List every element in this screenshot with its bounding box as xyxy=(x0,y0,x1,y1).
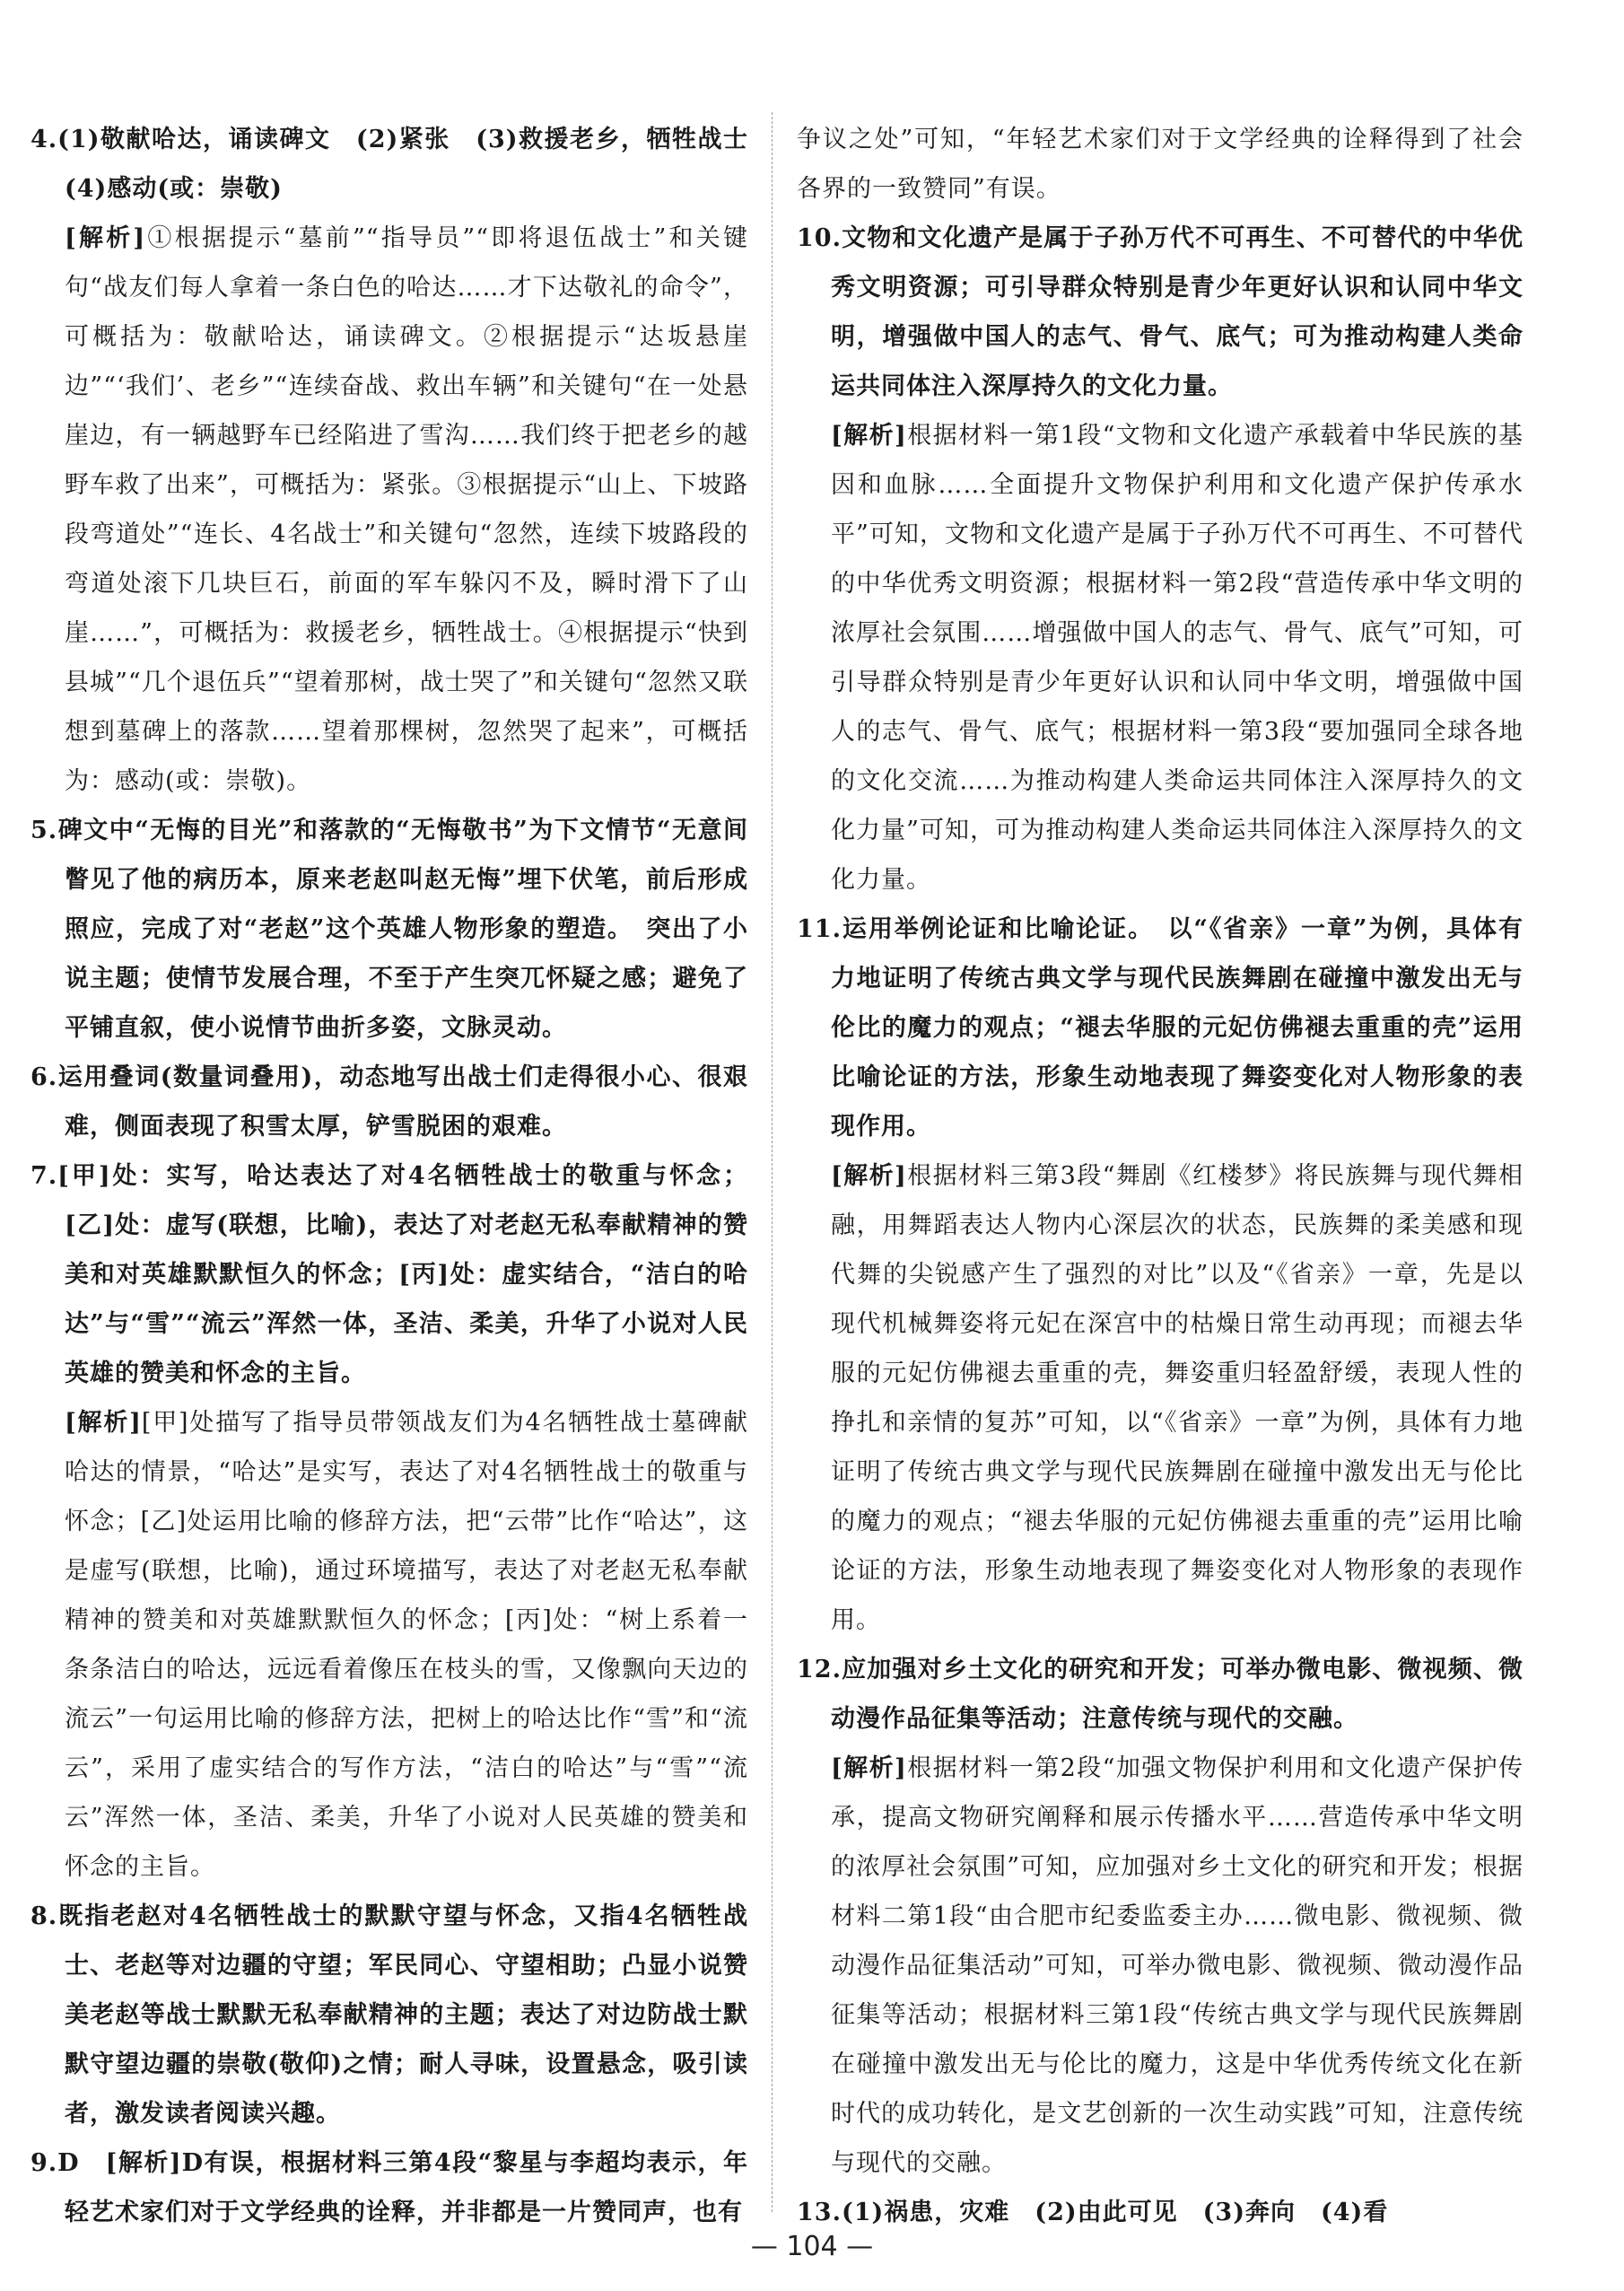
analysis-paragraph xyxy=(797,411,1524,905)
block-text: 根据材料一第2段“加强文物保护利用和文化遗产保护传承，提高文物研究阐释和展示传播水平……营造传承中华文明的浓厚社会氛围”可知，应加强对乡土文化的研究和开发；根据材料二第1段“由合肥市纪委监委主办……微电影、微视频、微动漫作品征集活动”可知，可举办微电影、微视频、微动漫作品征集等活动；根据材料三第1段“传统古典文学与现代民族舞剧在碰撞中激发出无与伦比的魔力，这是中华优秀传统文化在新时代的成功转化，是文艺创新的一次生动实践”可知，注意传统与现代的交融。 xyxy=(831,1754,1524,2177)
analysis-paragraph xyxy=(797,1744,1524,2188)
analysis-paragraph xyxy=(797,1151,1524,1645)
block-text: 11.运用举例论证和比喻论证。 以“《省亲》一章”为例，具体有力地证明了传统古典文学与现代民族舞剧在碰撞中激发出无与伦比的魔力的观点；“褪去华服的元妃仿佛褪去重重的壳”运用比喻论证的方法，形象生动地表现了舞姿变化对人物形象的表现作用。 xyxy=(797,915,1524,1141)
block-text: 4.(1)敬献哈达，诵读碑文 (2)紧张 (3)救援老乡，牺牲战士 (4)感动(或：崇敬) xyxy=(31,126,773,203)
column-divider xyxy=(772,112,773,2212)
analysis-tag: [解析] xyxy=(65,224,146,252)
analysis-tag: [解析] xyxy=(65,1409,142,1437)
block-text: 9.D [解析]D有误，根据材料三第4段“黎星与李超均表示，年轻艺术家们对于文学经典的诠释，并非都是一片赞同声，也有 xyxy=(31,2149,748,2226)
analysis-paragraph xyxy=(31,214,748,806)
answer-item xyxy=(797,214,1524,411)
block-text: 根据材料三第3段“舞剧《红楼梦》将民族舞与现代舞相融，用舞蹈表达人物内心深层次的状态，民族舞的柔美感和现代舞的尖锐感产生了强烈的对比”以及“《省亲》一章，先是以现代机械舞姿将元妃在深宫中的枯燥日常生动再现；而褪去华服的元妃仿佛褪去重重的壳，舞姿重归轻盈舒缓，表现人性的挣扎和亲情的复苏”可知，以“《省亲》一章”为例，具体有力地证明了传统古典文学与现代民族舞剧在碰撞中激发出无与伦比的魔力的观点；“褪去华服的元妃仿佛褪去重重的壳”运用比喻论证的方法，形象生动地表现了舞姿变化对人物形象的表现作用。 xyxy=(831,1162,1524,1634)
analysis-tag: [解析] xyxy=(831,422,907,450)
block-text: [甲]处描写了指导员带领战友们为4名牺牲战士墓碑献哈达的情景，“哈达”是实写，表达了对4名牺牲战士的敬重与怀念；[乙]处运用比喻的修辞方法，把“云带”比作“哈达”，这是虚写(联想，比喻)，通过环境描写，表达了对老赵无私奉献精神的赞美和对英雄默默恒久的怀念；[丙]处：“树上系着一条条洁白的哈达，远远看着像压在枝头的雪，又像飘向天边的流云”一句运用比喻的修辞方法，把树上的哈达比作“雪”和“流云”，采用了虚实结合的写作方法，“洁白的哈达”与“雪”“流云”浑然一体，圣洁、柔美，升华了小说对人民英雄的赞美和怀念的主旨。 xyxy=(65,1409,748,1881)
block-text: 根据材料一第1段“文物和文化遗产承载着中华民族的基因和血脉……全面提升文物保护利用和文化遗产保护传承水平”可知，文物和文化遗产是属于子孙万代不可再生、不可替代的中华优秀文明资源；根据材料一第2段“营造传承中华文明的浓厚社会氛围……增强做中国人的志气、骨气、底气”可知，可引导群众特别是青少年更好认识和认同中华文明，增强做中国人的志气、骨气、底气；根据材料一第3段“要加强同全球各地的文化交流……为推动构建人类命运共同体注入深厚持久的文化力量”可知，可为推动构建人类命运共同体注入深厚持久的文化力量。 xyxy=(831,422,1524,894)
answer-item xyxy=(31,2138,748,2237)
block-text: 5.碑文中“无悔的目光”和落款的“无悔敬书”为下文情节“无意间瞥见了他的病历本，原来老赵叫赵无悔”埋下伏笔，前后形成照应，完成了对“老赵”这个英雄人物形象的塑造。 突出了小说主题；使情节发展合理，不至于产生突兀怀疑之感；避免了平铺直叙，使小说情节曲折多姿，文脉灵动。 xyxy=(31,817,748,1042)
answer-item xyxy=(31,806,748,1053)
block-text: 争议之处”可知，“年轻艺术家们对于文学经典的诠释得到了社会各界的一致赞同”有误。 xyxy=(797,126,1524,203)
block-text: 7.[甲]处：实写，哈达表达了对4名牺牲战士的敬重与怀念；[乙]处：虚写(联想，比喻)，表达了对老赵无私奉献精神的赞美和对英雄默默恒久的怀念；[丙]处：虚实结合，“洁白的哈达”与“雪”“流云”浑然一体，圣洁、柔美，升华了小说对人民英雄的赞美和怀念的主旨。 xyxy=(31,1162,748,1387)
block-text: 10.文物和文化遗产是属于子孙万代不可再生、不可替代的中华优秀文明资源；可引导群众特别是青少年更好认识和认同中华文明，增强做中国人的志气、骨气、底气；可为推动构建人类命运共同体注入深厚持久的文化力量。 xyxy=(797,224,1524,400)
answer-item xyxy=(31,1053,748,1151)
answer-item xyxy=(31,1151,748,1398)
block-text: 13.(1)祸患，灾难 (2)由此可见 (3)奔向 (4)看 xyxy=(797,2199,1389,2226)
answer-item xyxy=(31,115,773,214)
answer-item xyxy=(797,2188,1524,2237)
block-text: ①根据提示“墓前”“指导员”“即将退伍战士”和关键句“战友们每人拿着一条白色的哈达……才下达敬礼的命令”，可概括为：敬献哈达，诵读碑文。②根据提示“达坂悬崖边”“‘我们’、老乡”“连续奋战、救出车辆”和关键句“在一处悬崖边，有一辆越野车已经陷进了雪沟……我们终于把老乡的越野车救了出来”，可概括为：紧张。③根据提示“山上、下坡路段弯道处”“连长、4名战士”和关键句“忽然，连续下坡路段的弯道处滚下几块巨石，前面的军车躲闪不及，瞬时滑下了山崖……”，可概括为：救援老乡，牺牲战士。④根据提示“快到县城”“几个退伍兵”“望着那树，战士哭了”和关键句“忽然又联想到墓碑上的落款……望着那棵树，忽然哭了起来”，可概括为：感动(或：崇敬)。 xyxy=(65,224,748,795)
block-text: 12.应加强对乡土文化的研究和开发；可举办微电影、微视频、微动漫作品征集等活动；注意传统与现代的交融。 xyxy=(797,1656,1524,1733)
analysis-paragraph xyxy=(31,1398,748,1892)
answer-item xyxy=(797,905,1524,1151)
left-column xyxy=(31,115,773,2237)
analysis-tag: [解析] xyxy=(831,1162,907,1190)
analysis-tag: [解析] xyxy=(831,1754,907,1782)
right-column xyxy=(797,115,1524,2237)
page-number: — 104 — xyxy=(750,2231,874,2262)
block-text: 6.运用叠词(数量词叠用)，动态地写出战士们走得很小心、很艰难，侧面表现了积雪太厚，铲雪脱困的艰难。 xyxy=(31,1063,748,1141)
answer-item xyxy=(797,1645,1524,1744)
answer-item xyxy=(31,1892,748,2138)
block-text: 8.既指老赵对4名牺牲战士的默默守望与怀念，又指4名牺牲战士、老赵等对边疆的守望；军民同心、守望相助；凸显小说赞美老赵等战士默默无私奉献精神的主题；表达了对边防战士默默守望边疆的崇敬(敬仰)之情；耐人寻味，设置悬念，吸引读者，激发读者阅读兴趣。 xyxy=(31,1902,748,2128)
continued-text xyxy=(797,115,1524,214)
